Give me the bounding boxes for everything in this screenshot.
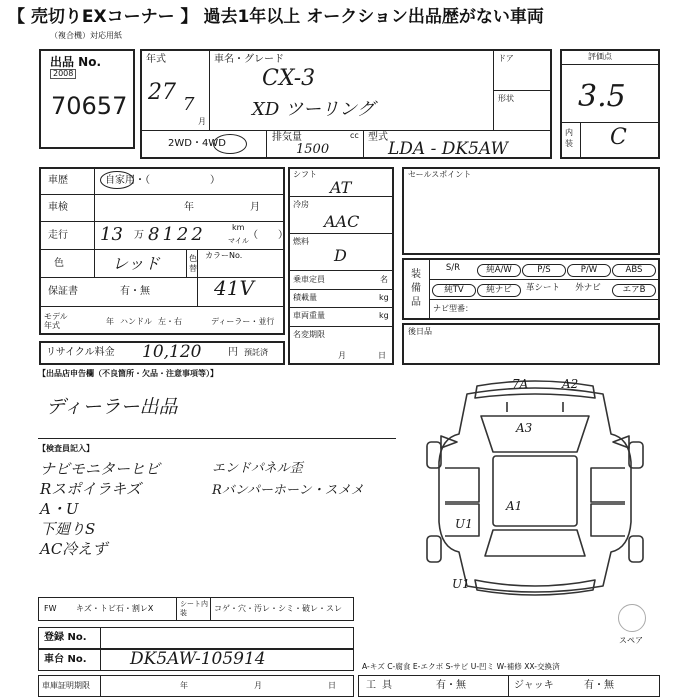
seller-label: 【出品店申告欄（不良箇所・欠品・注意事項等）】 [38,369,218,378]
inspection-month: 月 [250,202,260,213]
model-year-unit: 年 [106,317,114,326]
spare-tire-icon [618,604,646,632]
aircon-value: AAC [324,212,360,231]
expiry-day: 日 [328,681,336,690]
inspector-note: AC冷えず [40,540,108,558]
seller-text: ディーラー出品 [46,396,178,418]
vehicle-grade: XD ツーリング [252,99,375,120]
name-change-label: 名変期限 [293,330,325,339]
capacity-label: 乗車定員 [293,275,325,284]
equipment-item: P/W [567,264,611,277]
damage-mark: U1 [452,577,470,591]
drive-4wd-circle [213,134,247,154]
jack-value: 有・無 [584,680,614,691]
car-diagram [405,372,665,602]
model-year-label: モデル年式 [44,312,68,330]
damage-mark: 7A [512,377,529,391]
header-title: 【 売切りEXコーナー 】 過去1年以上 オークション出品歴がない車両 [8,7,544,27]
fuel-label: 燃料 [293,237,309,246]
spare-label: スペア [619,636,643,645]
warranty-label: 保証書 [48,286,78,297]
mileage-label: 走行 [48,230,68,241]
expiry-label: 車庫証明期限 [42,681,90,690]
inspector-note: エンドパネル歪 [212,461,303,476]
shape-label: 形状 [498,94,514,103]
interior-label: 内装 [565,128,573,148]
mileage-paren: （ ） [248,230,288,241]
score-label: 評価点 [588,52,612,61]
warranty-value: 有・無 [120,286,150,297]
vehicle-name: CX-3 [262,66,316,91]
month-unit: 月 [198,117,206,126]
inspection-year: 年 [184,202,194,213]
damage-mark: A1 [506,499,523,513]
tools-value: 有・無 [436,680,466,691]
model-label: 型式 [368,132,388,143]
name-change-day: 日 [378,351,386,360]
color-no-label: カラーNo. [205,251,243,260]
history-label: 車歴 [48,175,68,186]
drive-label: 2WD・4WD [168,138,226,149]
load-label: 積載量 [293,293,317,302]
score-value: 3.5 [578,79,626,114]
mileage-unit-man: 万 [134,230,144,241]
inspector-note: Rスポイラキズ [40,480,141,498]
history-value: 自家用・（ ） [105,175,220,186]
color-no-value: 41V [214,276,254,300]
recycle-value: 10,120 [142,342,202,362]
displacement-label: 排気量 [272,132,302,143]
handle-label: ハンドル [120,317,152,326]
aircon-label: 冷房 [293,200,309,209]
handle-value: 左・右 [158,317,182,326]
displacement-value: 1500 [296,142,330,157]
header-subtitle: （複合機）対応用紙 [50,31,122,40]
chassis-value: DK5AW-105914 [130,649,266,669]
inspector-note: A・U [40,500,79,518]
load-unit: kg [379,293,389,302]
equipment-item: 純TV [432,284,476,297]
sales-point-box [402,167,660,255]
equipment-item: 革シート [525,283,560,293]
name-change-month: 月 [338,351,346,360]
recycle-note: 預託済 [244,348,268,357]
model-value: LDA - DK5AW [388,139,508,159]
mileage-km: km [232,223,245,232]
sales-point-label: セールスポイント [408,170,472,179]
damage-legend: A-キズ C-腐食 E-エクボ S-サビ U-凹ミ W-補修 XX-交換済 [362,662,560,671]
inspector-note: ナビモニターヒビ [40,460,161,478]
tools-row [358,675,660,697]
year-value: 27 [148,80,176,105]
equipment-label: 装備品 [411,269,421,308]
tools-label: 工具 [366,680,398,691]
navi-label: ナビ型番： [433,304,473,313]
chassis-label: 車台 No. [44,654,87,665]
inspector-label: 【検査員記入】 [38,444,94,453]
weight-unit: kg [379,311,389,320]
color-value: レッド [112,254,160,273]
equipment-item: ABS [612,264,656,277]
equipment-item: 純ナビ [477,284,521,297]
history-circle [100,171,134,189]
notes-box [402,323,660,365]
inspector-note: Rバンパーホーン・スメメ [212,483,364,498]
seat-label: シート内装 [180,600,208,617]
damage-mark: U1 [455,517,473,531]
displacement-unit: cc [350,131,359,140]
fuel-value: D [334,246,347,265]
notes-label: 後日品 [408,327,432,336]
inspector-note: 下廻りS [40,520,96,538]
lot-code: 2008 [50,69,76,79]
equipment-item: S/R [445,263,461,273]
damage-mark: A3 [516,421,533,435]
mileage-man: 13 [100,224,123,245]
door-label: ドア [498,54,514,63]
year-label: 年式 [146,54,166,65]
mileage-mile: マイル [228,237,249,245]
lot-label: 出品 No. [50,55,102,69]
jack-label: ジャッキ [514,680,554,691]
fw-items: キズ・トビ石・割レX [76,604,154,613]
shift-value: AT [330,178,352,197]
registration-label: 登録 No. [44,632,87,643]
dealer-label: ディーラー・並行 [211,317,275,326]
weight-label: 車両重量 [293,311,325,320]
lot-number: 70657 [51,92,128,120]
interior-value: C [610,125,627,150]
fw-label: FW [44,604,57,613]
inspection-label: 車検 [48,202,68,213]
seat-items: コゲ・穴・汚レ・シミ・破レ・スレ [214,604,342,613]
equipment-item: 外ナビ [575,283,601,293]
equipment-item: エアB [612,284,656,297]
month-value: 7 [183,94,195,115]
capacity-unit: 名 [380,275,388,284]
color-change: 色替 [189,254,197,273]
recycle-label: リサイクル料金 [46,347,115,358]
recycle-unit: 円 [228,347,238,358]
mileage-rest: 8122 [148,224,206,245]
color-label: 色 [54,258,64,269]
shift-label: シフト [293,170,317,179]
expiry-year: 年 [180,681,188,690]
equipment-item: 純A/W [477,264,521,277]
name-label: 車名・グレード [214,54,284,65]
damage-mark: A2 [562,377,579,391]
equipment-item: P/S [522,264,566,277]
expiry-month: 月 [254,681,262,690]
history-table [39,167,285,335]
